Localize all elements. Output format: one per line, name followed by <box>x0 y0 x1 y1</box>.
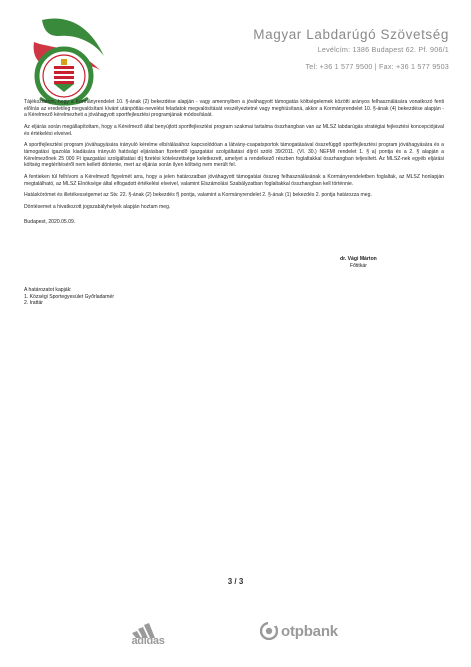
otp-swirl-icon <box>260 622 278 640</box>
signature-block <box>340 256 377 269</box>
recipients-heading: A határozatot kapják: <box>24 287 72 293</box>
sponsor-adidas: adidas <box>131 635 165 647</box>
document-date: Budapest, 2020.05.09. <box>24 218 76 225</box>
organization-address: Levélcím: 1386 Budapest 62. Pf. 906/1 <box>317 45 449 54</box>
paragraph: Hatáskörömet és illetékességemet az Stv. 22. §-ának (2) bekezdés f) pontja, valamint a Kormányrendelet 2. §-ának (1) bekezdés 2. pontja határozza meg. <box>24 192 372 199</box>
paragraph: A fentieken túl felhívom a Kérelmező figyelmét arra, hogy a jelen határozatban jóváhagyott támogatási összeg felhasználásának a Kormányrendeletben foglaltak, az MLSZ honlapján megtalálható, az MLSZ Elnöksége által elfogadott értékelési elveivel, valamint Elszámolási Szabályzatban foglaltakkal összhangban kell történnie. <box>24 173 444 187</box>
organization-phone-fax: Tel: +36 1 577 9500 | Fax: +36 1 577 9503 <box>305 62 449 71</box>
paragraph: A sportfejlesztési program jóváhagyására irányuló kérelme elbírálásához kapcsolódóan a látvány-csapatsportok támogatásával összefüggő sportfejlesztési program jóváhagyására és a támogatási igazolás kiadására irányuló hatósági eljárásban fizetendő igazgatási szolgáltatási díjról szóló 39/2011. (VI. 30.) NEFMI rendelet 1. § a) pontja és a 2. § alapján a Kérelmezőnek 25 000 Ft igazgatási szolgáltatási díj fizetési kötelezettsége keletkezett, amelyet a rendelkező részben foglaltakkal összhangban teljesített. Az MLSZ-nek egyéb eljárási költség megtérítéséről nem kellett döntenie, mert az eljárás során ilyen költség nem merült fel. <box>24 142 444 169</box>
recipient-item: 2. Irattár <box>24 300 43 307</box>
recipients-list <box>24 287 114 307</box>
paragraph: Döntésemet a hivatkozott jogszabályhelyek alapján hoztam meg. <box>24 204 171 211</box>
paragraph: Tájékoztatom, hogy a Kormányrendelet 10. §-ának (2) bekezdése alapján - vagy amennyiben a jóváhagyott támogatás költségelemek közötti arányos felhasználására vonatkozó fenti előírás az eredetileg megvalósítani kívánt utánpótlás-nevelési feladatok megvalósítását veszélyeztetné vagy meghiúsítaná, akkor a Kormányrendelet 10. §-ának (4) bekezdése alapján - a Kérelmező kérelmezheti a jóváhagyott sportfejlesztési programjának módosítását. <box>24 99 444 119</box>
sponsor-otpbank: otpbank <box>281 622 338 640</box>
recipient-item: 1. Községi Sportegyesület Győrladamér <box>24 293 115 300</box>
signer-title: Főtitkár <box>349 262 367 269</box>
organization-name: Magyar Labdarúgó Szövetség <box>253 27 449 42</box>
document-body <box>24 99 444 225</box>
sponsor-otpbank-logo <box>260 620 338 642</box>
page-number: 3 / 3 <box>227 577 244 586</box>
paragraph: Az eljárás során megállapítottam, hogy a Kérelmező által benyújtott sportfejlesztési program szakmai tartalma összhangban van az MLSZ labdarúgás stratégiai fejlesztési koncepciójával és értékelési elveivel. <box>24 123 444 137</box>
signer-name: dr. Vági Márton <box>340 256 377 262</box>
